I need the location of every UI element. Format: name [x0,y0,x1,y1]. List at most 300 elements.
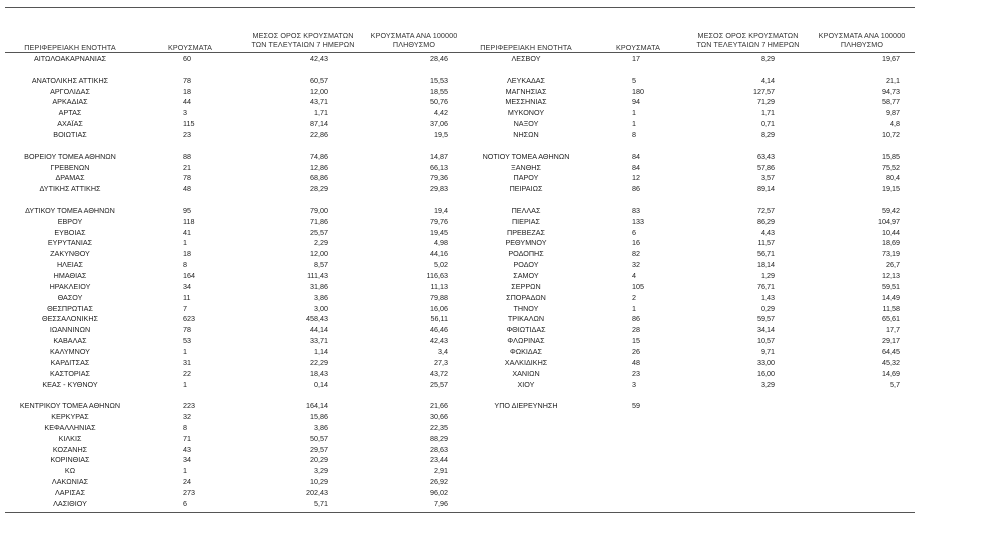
rate-cell: 22,35 [430,422,448,432]
avg-cell: 1,71 [761,108,775,118]
region-cell: ΛΕΣΒΟΥ [511,54,541,63]
avg-cell: 3,00 [314,303,328,313]
rate-cell: 79,76 [430,216,448,226]
table-row [0,346,1000,357]
avg-cell: 0,14 [314,379,328,389]
cases-cell: 133 [632,216,644,226]
cases-cell: 78 [183,75,191,85]
rate-cell: 9,87 [886,108,900,118]
region-cell: ΜΕΣΣΗΝΙΑΣ [505,97,547,107]
table-row [0,324,1000,335]
avg-cell: 111,43 [307,271,328,280]
region-cell: ΠΙΕΡΙΑΣ [511,216,540,226]
rate-cell: 29,17 [882,336,900,346]
table-row [0,259,1000,270]
avg-cell: 33,00 [757,357,775,367]
table-row [0,335,1000,346]
cases-cell: 84 [632,151,640,161]
cases-cell: 31 [183,357,191,367]
avg-cell: 3,86 [314,292,328,302]
table-row [0,53,1000,64]
region-cell: ΒΟΡΕΙΟΥ ΤΟΜΕΑ ΑΘΗΝΩΝ [24,151,116,161]
rate-cell: 19,45 [430,227,448,237]
table-row [0,151,1000,162]
cases-cell: 32 [632,260,640,270]
region-cell: ΕΒΡΟΥ [57,216,83,226]
region-cell: ΝΑΞΟΥ [513,119,539,129]
rate-cell: 66,13 [430,162,448,172]
avg-cell: 202,43 [306,488,328,497]
rate-cell: 19,4 [434,205,448,215]
cases-cell: 95 [183,205,191,215]
table-row [0,183,1000,194]
rate-cell: 11,13 [430,281,448,291]
region-cell: ΡΟΔΟΥ [513,260,539,270]
rate-cell: 94,73 [882,86,900,96]
rate-cell: 14,69 [882,368,900,378]
table-row [0,357,1000,368]
avg-cell: 3,29 [761,379,775,389]
region-cell: ΖΑΚΥΝΘΟΥ [50,249,90,259]
rate-cell: 19,15 [882,184,900,194]
region-cell: ΑΝΑΤΟΛΙΚΗΣ ΑΤΤΙΚΗΣ [31,75,109,85]
avg-cell: 29,57 [310,444,328,454]
region-cell: ΧΑΝΙΩΝ [512,368,540,378]
cases-cell: 83 [632,205,640,215]
region-cell: ΕΥΡΥΤΑΝΙΑΣ [47,238,93,248]
table-row [0,379,1000,390]
cases-cell: 32 [183,412,191,422]
table-row [0,248,1000,259]
avg-cell: 20,29 [310,455,328,465]
region-cell: ΛΑΡΙΣΑΣ [54,488,86,497]
region-cell: ΚΑΣΤΟΡΙΑΣ [50,368,90,378]
avg-cell: 87,14 [310,119,328,129]
table-row [0,303,1000,314]
region-cell: ΘΕΣΣΑΛΟΝΙΚΗΣ [42,314,98,324]
avg-cell: 9,71 [761,346,775,356]
region-cell: ΚΑΛΥΜΝΟΥ [50,346,90,356]
cases-cell: 3 [183,108,187,118]
rate-cell: 88,29 [430,433,448,443]
region-cell: ΦΘΙΩΤΙΔΑΣ [506,325,546,335]
rate-cell: 18,55 [430,86,448,96]
cases-cell: 6 [183,498,187,508]
avg-cell: 33,71 [310,336,328,346]
rate-cell: 16,06 [430,303,448,313]
avg-cell: 50,57 [310,433,328,443]
cases-cell: 23 [183,129,191,139]
table-row [0,433,1000,444]
table-row [0,205,1000,216]
region-cell: ΜΥΚΟΝΟΥ [507,108,545,118]
region-cell: ΗΜΑΘΙΑΣ [53,271,87,280]
cases-cell: 71 [183,433,191,443]
avg-cell: 1,43 [761,292,775,302]
table-row [0,465,1000,476]
cases-cell: 48 [632,357,640,367]
table-row [0,411,1000,422]
avg-cell: 11,57 [757,238,775,248]
region-cell: ΚΕΦΑΛΛΗΝΙΑΣ [44,422,96,432]
table-row [0,400,1000,411]
region-cell: ΣΑΜΟΥ [513,271,539,280]
cases-cell: 1 [632,303,636,313]
region-cell: ΡΕΘΥΜΝΟΥ [505,238,547,248]
avg-cell: 0,71 [761,119,775,129]
cases-cell: 43 [183,444,191,454]
region-cell: ΧΑΛΚΙΔΙΚΗΣ [504,357,548,367]
table-row [0,498,1000,509]
rate-cell: 104,97 [878,216,900,226]
avg-cell: 0,29 [761,303,775,313]
region-cell: ΔΥΤΙΚΗΣ ΑΤΤΙΚΗΣ [39,184,101,194]
cases-cell: 59 [632,401,640,411]
table-row [0,107,1000,118]
avg-cell: 5,71 [314,498,328,508]
cases-cell: 623 [183,314,195,324]
header-cases-left: ΚΡΟΥΣΜΑΤΑ [168,43,212,52]
header-rate-line2: ΠΛΗΘΥΣΜΟ [392,40,436,49]
avg-cell: 4,14 [761,75,775,85]
region-cell: ΜΑΓΝΗΣΙΑΣ [505,86,547,96]
rate-cell: 5,02 [434,260,448,270]
rate-cell: 19,67 [882,54,900,63]
rate-cell: 21,66 [430,401,448,411]
region-cell: ΦΩΚΙΔΑΣ [510,346,542,356]
avg-cell: 18,43 [310,368,328,378]
region-cell: ΚΙΛΚΙΣ [58,433,82,443]
avg-cell: 34,14 [757,325,775,335]
avg-cell: 2,29 [314,238,328,248]
region-cell: ΚΕΡΚΥΡΑΣ [51,412,89,422]
cases-cell: 8 [183,260,187,270]
rate-cell: 79,88 [430,292,448,302]
region-cell: ΚΕΝΤΡΙΚΟΥ ΤΟΜΕΑ ΑΘΗΝΩΝ [19,401,121,411]
rate-cell: 25,57 [430,379,448,389]
region-cell: ΧΙΟΥ [517,379,535,389]
cases-cell: 118 [183,216,195,226]
cases-cell: 53 [183,336,191,346]
cases-cell: 4 [632,271,636,280]
rate-cell: 7,96 [434,498,448,508]
region-cell: ΑΡΓΟΛΙΔΑΣ [50,86,90,96]
region-cell: ΔΥΤΙΚΟΥ ΤΟΜΕΑ ΑΘΗΝΩΝ [25,205,115,215]
avg-cell: 15,86 [310,412,328,422]
rate-cell: 26,92 [430,477,448,487]
avg-cell: 68,86 [310,173,328,183]
header-cases-right: ΚΡΟΥΣΜΑΤΑ [616,43,660,52]
rate-cell: 45,32 [882,357,900,367]
cases-cell: 1 [183,346,187,356]
region-cell: ΣΕΡΡΩΝ [511,281,541,291]
cases-cell: 1 [183,238,187,248]
region-cell: ΘΕΣΠΡΩΤΙΑΣ [47,303,93,313]
cases-cell: 26 [632,346,640,356]
region-cell: ΕΥΒΟΙΑΣ [54,227,86,237]
region-cell: ΤΗΝΟΥ [513,303,539,313]
avg-cell: 63,43 [757,151,775,161]
rate-cell: 59,51 [882,281,900,291]
avg-cell: 74,86 [310,151,328,161]
region-cell: ΚΟΡΙΝΘΙΑΣ [50,455,90,465]
rate-cell: 15,85 [882,151,900,161]
cases-cell: 5 [632,75,636,85]
rate-cell: 44,16 [430,249,448,259]
cases-cell: 60 [183,54,191,63]
rate-cell: 37,06 [430,119,448,129]
header-avg-line1: ΜΕΣΟΣ ΟΡΟΣ ΚΡΟΥΣΜΑΤΩΝ [697,31,799,40]
cases-cell: 86 [632,184,640,194]
rate-cell: 64,45 [882,346,900,356]
rate-cell: 65,61 [882,314,900,324]
cases-cell: 17 [632,54,640,63]
cases-cell: 88 [183,151,191,161]
avg-cell: 71,29 [757,97,775,107]
region-cell: ΚΕΑΣ - ΚΥΘΝΟΥ [42,379,98,389]
table-row [0,368,1000,379]
avg-cell: 25,57 [310,227,328,237]
rate-cell: 75,52 [882,162,900,172]
table-row [0,162,1000,173]
region-cell: ΝΗΣΩΝ [513,129,539,139]
rate-cell: 2,91 [434,466,448,476]
region-cell: ΡΟΔΟΠΗΣ [508,249,544,259]
avg-cell: 3,86 [314,422,328,432]
avg-cell: 164,14 [306,401,328,411]
rate-cell: 29,83 [430,184,448,194]
cases-cell: 34 [183,281,191,291]
rate-cell: 96,02 [430,488,448,497]
cases-cell: 16 [632,238,640,248]
rate-cell: 10,44 [882,227,900,237]
header-region-left: ΠΕΡΙΦΕΡΕΙΑΚΗ ΕΝΟΤΗΤΑ [24,43,116,52]
cases-cell: 8 [183,422,187,432]
rate-cell: 10,72 [882,129,900,139]
region-cell: ΝΟΤΙΟΥ ΤΟΜΕΑ ΑΘΗΝΩΝ [482,151,570,161]
avg-cell: 86,29 [757,216,775,226]
table-row [0,227,1000,238]
region-cell: ΗΛΕΙΑΣ [56,260,84,270]
avg-cell: 18,14 [757,260,775,270]
avg-cell: 16,00 [757,368,775,378]
avg-cell: 3,57 [761,173,775,183]
cases-cell: 164 [183,271,195,280]
cases-cell: 23 [632,368,640,378]
rate-cell: 12,13 [882,271,900,280]
region-cell: ΥΠΟ ΔΙΕΡΕΥΝΗΣΗ [494,401,558,411]
region-cell: ΛΑΣΙΘΙΟΥ [53,498,87,508]
cases-cell: 1 [632,108,636,118]
avg-cell: 12,86 [310,162,328,172]
table-row [0,270,1000,281]
region-cell: ΓΡΕΒΕΝΩΝ [50,162,90,172]
cases-cell: 11 [183,292,191,302]
avg-cell: 12,00 [310,86,328,96]
region-cell: ΚΑΡΔΙΤΣΑΣ [50,357,90,367]
avg-cell: 76,71 [757,281,775,291]
rate-cell: 15,53 [430,75,448,85]
avg-cell: 42,43 [310,54,328,63]
region-cell: ΣΠΟΡΑΔΩΝ [506,292,546,302]
rate-cell: 73,19 [882,249,900,259]
region-cell: ΘΑΣΟΥ [57,292,83,302]
avg-cell: 89,14 [757,184,775,194]
cases-cell: 273 [183,488,195,497]
region-cell: ΠΕΛΛΑΣ [511,205,541,215]
region-cell: ΠΡΕΒΕΖΑΣ [507,227,545,237]
rate-cell: 59,42 [882,205,900,215]
rate-cell: 5,7 [890,379,900,389]
region-cell: ΗΡΑΚΛΕΙΟΥ [49,281,91,291]
avg-cell: 1,71 [314,108,328,118]
avg-cell: 59,57 [757,314,775,324]
region-cell: ΤΡΙΚΑΛΩΝ [507,314,545,324]
avg-cell: 8,29 [761,129,775,139]
rate-cell: 26,7 [886,260,900,270]
rate-cell: 28,63 [430,444,448,454]
cases-cell: 86 [632,314,640,324]
cases-cell: 78 [183,325,191,335]
region-cell: ΚΟΖΑΝΗΣ [52,444,88,454]
cases-cell: 115 [183,119,195,129]
region-cell: ΚΩ [64,466,76,476]
cases-cell: 34 [183,455,191,465]
header-avg-line2: ΤΩΝ ΤΕΛΕΥΤΑΙΩΝ 7 ΗΜΕΡΩΝ [251,40,355,49]
cases-cell: 18 [183,249,191,259]
region-cell: ΠΑΡΟΥ [513,173,539,183]
rate-cell: 28,46 [430,54,448,63]
header-rate-line1: ΚΡΟΥΣΜΑΤΑ ΑΝΑ 100000 [370,31,458,40]
cases-cell: 1 [183,379,187,389]
cases-cell: 48 [183,184,191,194]
avg-cell: 43,71 [310,97,328,107]
region-cell: ΛΕΥΚΑΔΑΣ [506,75,545,85]
rate-cell: 79,36 [430,173,448,183]
rate-cell: 14,49 [882,292,900,302]
cases-cell: 105 [632,281,644,291]
avg-cell: 10,57 [757,336,775,346]
avg-cell: 56,71 [757,249,775,259]
region-cell: ΞΑΝΘΗΣ [511,162,541,172]
cases-cell: 18 [183,86,191,96]
table-row [0,216,1000,227]
table-row [0,454,1000,465]
region-cell: ΑΙΤΩΛΟΑΚΑΡΝΑΝΙΑΣ [33,54,107,63]
rate-cell: 14,87 [430,151,448,161]
avg-cell: 57,86 [757,162,775,172]
avg-cell: 8,29 [761,54,775,63]
cases-cell: 3 [632,379,636,389]
cases-cell: 223 [183,401,195,411]
rate-cell: 3,4 [438,346,448,356]
cases-cell: 28 [632,325,640,335]
cases-cell: 78 [183,173,191,183]
cases-cell: 24 [183,477,191,487]
cases-cell: 15 [632,336,640,346]
table-row [0,292,1000,303]
rate-cell: 43,72 [430,368,448,378]
cases-cell: 44 [183,97,191,107]
avg-cell: 458,43 [306,314,328,324]
rate-cell: 21,1 [886,75,900,85]
table-row [0,96,1000,107]
table-row [0,86,1000,97]
rate-cell: 46,46 [430,325,448,335]
avg-cell: 71,86 [310,216,328,226]
rate-cell: 58,77 [882,97,900,107]
table-row [0,476,1000,487]
rate-cell: 50,76 [430,97,448,107]
cases-cell: 12 [632,173,640,183]
region-cell: ΚΑΒΑΛΑΣ [53,336,87,346]
table-row [0,129,1000,140]
cases-cell: 180 [632,86,644,96]
cases-cell: 7 [183,303,187,313]
cases-cell: 2 [632,292,636,302]
rate-cell: 116,63 [426,271,448,280]
avg-cell: 31,86 [310,281,328,291]
table-row [0,237,1000,248]
cases-cell: 6 [632,227,636,237]
avg-cell: 72,57 [757,205,775,215]
avg-cell: 12,00 [310,249,328,259]
region-cell: ΛΑΚΩΝΙΑΣ [51,477,89,487]
rate-cell: 30,66 [430,412,448,422]
cases-cell: 1 [183,466,187,476]
region-cell: ΙΩΑΝΝΙΝΩΝ [49,325,91,335]
rate-cell: 4,8 [890,119,900,129]
rate-cell: 11,58 [882,303,900,313]
avg-cell: 10,29 [310,477,328,487]
table-row [0,118,1000,129]
rate-cell: 18,69 [882,238,900,248]
table-row [0,75,1000,86]
region-cell: ΒΟΙΩΤΙΑΣ [53,129,87,139]
rate-cell: 80,4 [886,173,900,183]
avg-cell: 1,29 [761,271,775,280]
rate-cell: 19,5 [434,129,448,139]
header-avg-line2: ΤΩΝ ΤΕΛΕΥΤΑΙΩΝ 7 ΗΜΕΡΩΝ [696,40,800,49]
avg-cell: 8,57 [314,260,328,270]
cases-cell: 22 [183,368,191,378]
table-row [0,281,1000,292]
region-cell: ΑΧΑΪΑΣ [57,119,83,129]
rate-cell: 4,98 [434,238,448,248]
cases-cell: 8 [632,129,636,139]
rate-cell: 23,44 [430,455,448,465]
rate-cell: 27,3 [434,357,448,367]
cases-cell: 1 [632,119,636,129]
region-cell: ΑΡΚΑΔΙΑΣ [52,97,88,107]
region-cell: ΠΕΙΡΑΙΩΣ [509,184,543,194]
avg-cell: 79,00 [310,205,328,215]
header-rate-line1: ΚΡΟΥΣΜΑΤΑ ΑΝΑ 100000 [818,31,906,40]
avg-cell: 44,14 [310,325,328,335]
rate-cell: 56,11 [430,314,448,324]
region-cell: ΔΡΑΜΑΣ [55,173,85,183]
cases-cell: 41 [183,227,191,237]
avg-cell: 127,57 [753,86,775,96]
table-row [0,422,1000,433]
header-avg-line1: ΜΕΣΟΣ ΟΡΟΣ ΚΡΟΥΣΜΑΤΩΝ [252,31,354,40]
header-region-right: ΠΕΡΙΦΕΡΕΙΑΚΗ ΕΝΟΤΗΤΑ [480,43,572,52]
rate-cell: 42,43 [430,336,448,346]
avg-cell: 3,29 [314,466,328,476]
cases-cell: 82 [632,249,640,259]
rate-cell: 17,7 [886,325,900,335]
avg-cell: 1,14 [314,346,328,356]
